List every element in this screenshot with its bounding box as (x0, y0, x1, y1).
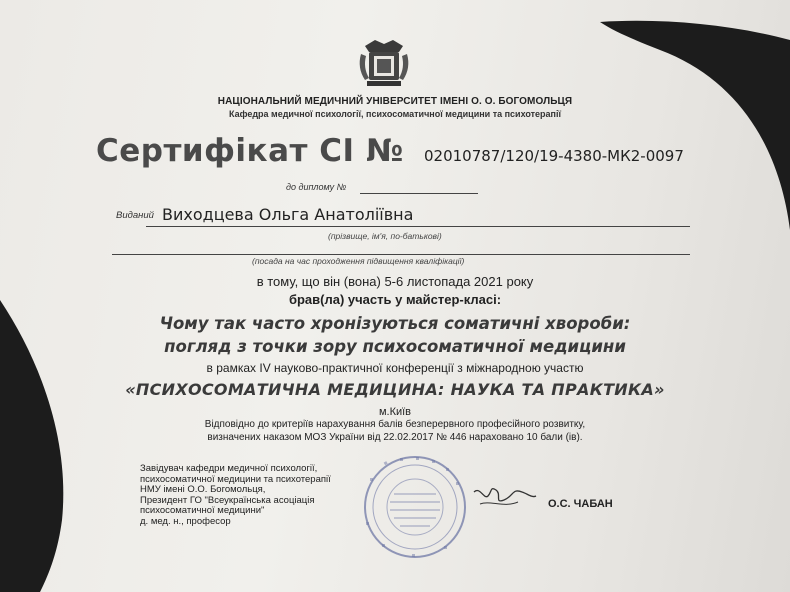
signatory-line: НМУ імені О.О. Богомольця, (140, 484, 266, 496)
round-stamp-icon (360, 452, 470, 562)
diploma-line (360, 193, 478, 194)
signatory-line: Завідувач кафедри медичної психології, (140, 463, 318, 474)
city: м.Київ (378, 406, 412, 418)
topic-line-2: погляд з точки зору психосоматичної медицини (164, 337, 626, 356)
certificate-number: 02010787/120/19-4380-МК2-0097 (424, 147, 684, 165)
certificate-title: Сертифікат СІ № (96, 133, 404, 169)
signatory-name: О.С. ЧАБАН (548, 498, 613, 510)
handwritten-signature-icon (470, 482, 540, 512)
diploma-label: до диплому № (286, 182, 347, 192)
issued-label: Виданий (116, 210, 154, 221)
criteria-line-2: визначених наказом МОЗ України від 22.02.2017 № 446 нараховано 10 бали (ів). (207, 432, 583, 443)
conference-name: «ПСИХОСОМАТИЧНА МЕДИЦИНА: НАУКА ТА ПРАКТИКА» (125, 380, 665, 399)
recipient-name: Виходцева Ольга Анатоліївна (162, 205, 414, 224)
position-underline (112, 254, 690, 255)
criteria-line-1: Відповідно до критеріїв нарахування балів безперервного професійного розвитку, (204, 419, 586, 430)
name-hint: (прізвище, ім'я, по-батькові) (328, 231, 442, 241)
signatory-line: психосоматичної медицини та психотерапії (140, 473, 331, 485)
signatory-line: психосоматичної медицини" (140, 505, 265, 517)
name-underline (146, 226, 690, 227)
signatory-position (140, 464, 331, 528)
conference-intro: в рамках IV науково-практичної конференції з міжнародною участю (206, 361, 584, 375)
signatory-line: д. мед. н., професор (140, 515, 231, 527)
dates-line: в тому, що він (вона) 5-6 листопада 2021 року (256, 274, 534, 289)
participation-line: брав(ла) участь у майстер-класі: (288, 292, 502, 307)
position-hint: (посада на час проходження підвищення кваліфікації) (252, 256, 465, 266)
topic-line-1: Чому так часто хронізуються соматичні хвороби: (159, 314, 631, 333)
signatory-line: Президент ГО "Всеукраїнська асоціація (140, 494, 315, 506)
university-crest-icon (355, 34, 413, 90)
university-name: НАЦІОНАЛЬНИЙ МЕДИЧНИЙ УНІВЕРСИТЕТ ІМЕНІ О. О. БОГОМОЛЬЦЯ (217, 96, 573, 107)
department-name: Кафедра медичної психології, психосоматичної медицини та психотерапії (228, 109, 562, 119)
